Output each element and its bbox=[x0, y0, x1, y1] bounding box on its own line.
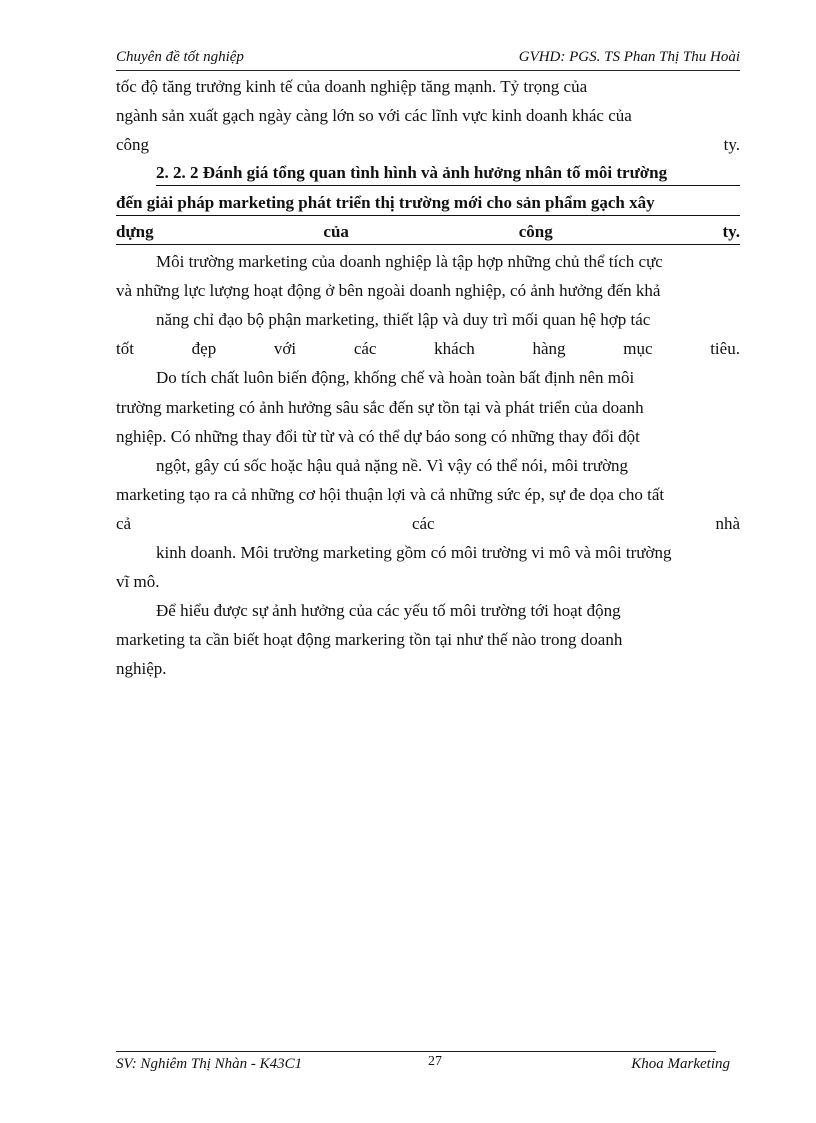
word: đẹp bbox=[191, 339, 217, 358]
word: tốt bbox=[116, 339, 134, 358]
word: tiêu. bbox=[710, 339, 740, 358]
text-line: nghiệp. bbox=[116, 659, 167, 678]
footer-right: Khoa Marketing bbox=[631, 1056, 730, 1072]
text-line: vĩ mô. bbox=[116, 572, 160, 591]
page-footer bbox=[116, 1054, 730, 1076]
body-line bbox=[116, 512, 740, 536]
body-line bbox=[156, 366, 740, 390]
body-line bbox=[116, 75, 740, 99]
word: công bbox=[116, 135, 150, 154]
word: các bbox=[353, 339, 377, 358]
word: khách bbox=[434, 339, 475, 358]
body-line bbox=[116, 396, 740, 420]
word: nhà bbox=[715, 514, 740, 533]
word: ty. bbox=[723, 135, 740, 154]
word: các bbox=[411, 514, 435, 533]
page-number: 27 bbox=[428, 1054, 442, 1069]
header-divider bbox=[116, 70, 740, 71]
body-line bbox=[156, 308, 740, 332]
body-line bbox=[156, 599, 740, 623]
text-line: Để hiểu được sự ảnh hưởng của các yếu tố môi trường tới hoạt động bbox=[156, 601, 621, 620]
heading-text: đến giải pháp marketing phát triển thị trường mới cho sản phẩm gạch xây bbox=[116, 193, 655, 212]
header-left: Chuyên đề tốt nghiệp bbox=[116, 49, 244, 65]
text-line: năng chỉ đạo bộ phận marketing, thiết lập và duy trì mối quan hệ hợp tác bbox=[156, 310, 651, 329]
text-line: trường marketing có ảnh hưởng sâu sắc đến sự tồn tại và phát triển của doanh bbox=[116, 398, 644, 417]
text-line: nghiệp. Có những thay đổi từ từ và có thể dự báo song có những thay đổi đột bbox=[116, 427, 640, 446]
word: ty. bbox=[722, 222, 740, 241]
body-line bbox=[116, 279, 740, 303]
word: của bbox=[323, 222, 349, 241]
text-line: ngột, gây cú sốc hoặc hậu quả nặng nề. Vì vậy có thể nói, môi trường bbox=[156, 456, 629, 475]
body-line bbox=[156, 250, 740, 274]
text-line: Do tích chất luôn biến động, khống chế và hoàn toàn bất định nên môi bbox=[156, 368, 635, 387]
word: hàng bbox=[532, 339, 566, 358]
page-header bbox=[116, 49, 740, 69]
body-line bbox=[116, 628, 740, 652]
body-line bbox=[116, 133, 740, 157]
body-line bbox=[116, 337, 740, 361]
text-line: và những lực lượng hoạt động ở bên ngoài doanh nghiệp, có ảnh hưởng đến khả bbox=[116, 281, 661, 300]
footer-divider bbox=[116, 1051, 716, 1052]
text-line: marketing ta cần biết hoạt động markering tồn tại như thế nào trong doanh bbox=[116, 630, 623, 649]
section-heading bbox=[116, 192, 740, 216]
body-line bbox=[116, 657, 740, 681]
body-line bbox=[116, 483, 740, 507]
header-right: GVHD: PGS. TS Phan Thị Thu Hoài bbox=[518, 49, 740, 65]
body-line bbox=[116, 104, 740, 128]
text-line: tốc độ tăng trưởng kinh tế của doanh nghiệp tăng mạnh. Tỷ trọng của bbox=[116, 77, 588, 96]
body-line bbox=[116, 425, 740, 449]
body-line bbox=[116, 570, 740, 594]
footer-left: SV: Nghiêm Thị Nhàn - K43C1 bbox=[116, 1056, 303, 1072]
text-line: Môi trường marketing của doanh nghiệp là tập hợp những chủ thể tích cực bbox=[156, 252, 663, 271]
word: cả bbox=[116, 514, 132, 533]
section-heading bbox=[116, 221, 740, 245]
word: dựng bbox=[116, 222, 154, 241]
word: mục bbox=[623, 339, 653, 358]
text-line: kinh doanh. Môi trường marketing gồm có môi trường vi mô và môi trường bbox=[156, 543, 672, 562]
word: công bbox=[518, 222, 553, 241]
text-line: marketing tạo ra cả những cơ hội thuận lợi và cả những sức ép, sự đe dọa cho tất bbox=[116, 485, 665, 504]
word: với bbox=[273, 339, 297, 358]
text-line: ngành sản xuất gạch ngày càng lớn so với các lĩnh vực kinh doanh khác của bbox=[116, 106, 632, 125]
body-line bbox=[156, 541, 740, 565]
section-heading bbox=[156, 162, 740, 186]
body-line bbox=[156, 454, 740, 478]
heading-text: 2. 2. 2 Đánh giá tổng quan tình hình và ảnh hưởng nhân tố môi trường bbox=[156, 163, 668, 182]
